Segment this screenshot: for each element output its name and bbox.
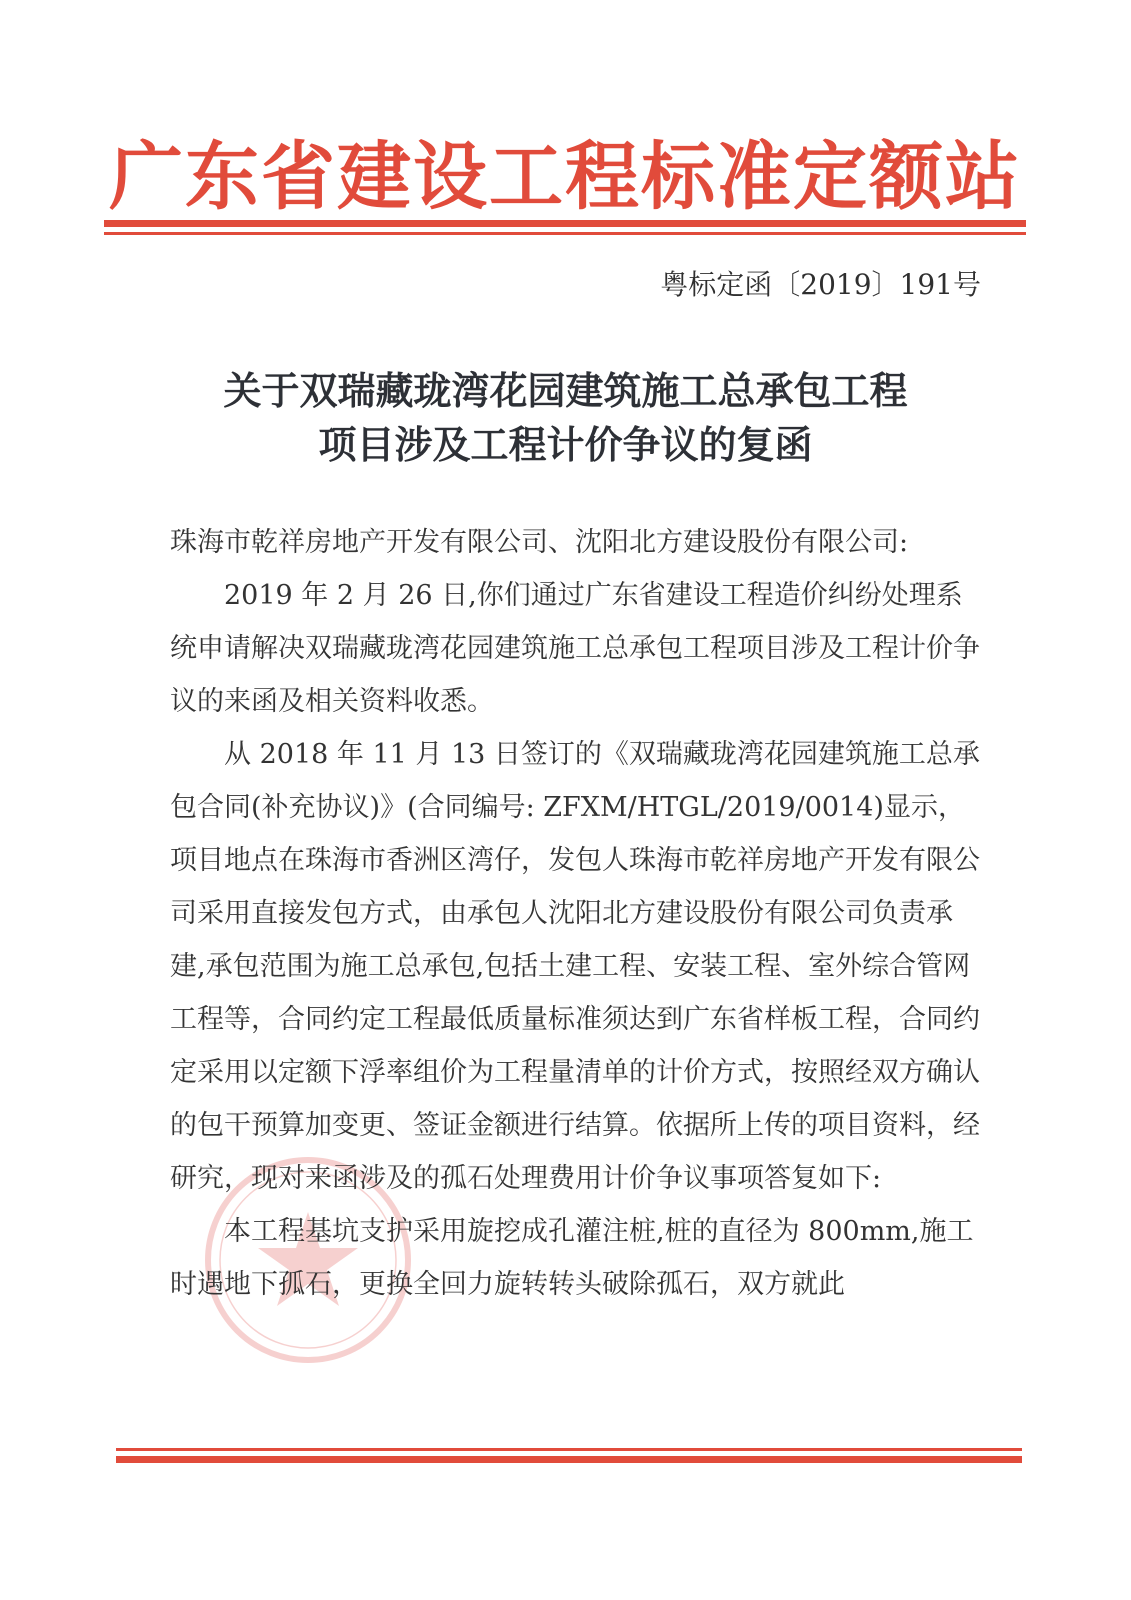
letterhead-organization: 广东省建设工程标准定额站 xyxy=(109,134,1021,220)
salutation: 珠海市乾祥房地产开发有限公司、沈阳北方建设股份有限公司: xyxy=(170,527,909,558)
letterhead-rule-thin xyxy=(104,232,1026,235)
footer-rule-thick xyxy=(116,1456,1022,1463)
paragraph-receipt: 2019 年 2 月 26 日,你们通过广东省建设工程造价纠纷处理系统申请解决双瑞藏珑湾花园建筑施工总承包工程项目涉及工程计价争议的来函及相关资料收悉。 xyxy=(170,580,980,717)
paragraph-dispute-facts: 本工程基坑支护采用旋挖成孔灌注桩,桩的直径为 800mm,施工时遇地下孤石，更换全回力旋转转头破除孤石，双方就此 xyxy=(170,1216,974,1300)
document-title-line2: 项目涉及工程计价争议的复函 xyxy=(318,422,813,467)
footer-rule-thin xyxy=(116,1448,1022,1451)
paragraph-contract-details: 从 2018 年 11 月 13 日签订的《双瑞藏珑湾花园建筑施工总承包合同(补充协议)》(合同编号: ZFXM/HTGL/2019/0014)显示，项目地点在珠海市香洲区湾仔，发包人珠海市乾祥房地产开发有限公司采用直接发包方式，由承包人沈阳北方建设股份有限公司负责承建,承包范围为施工总承包,包括土建工程、安装工程、室外综合管网工程等，合同约定工程最低质量标准须达到广东省样板工程，合同约定采用以定额下浮率组价为工程量清单的计价方式，按照经双方确认的包干预算加变更、签证金额进行结算。依据所上传的项目资料，经研究，现对来函涉及的孤石处理费用计价争议事项答复如下: xyxy=(170,739,980,1194)
letter-body xyxy=(170,516,982,1311)
document-title-line1: 关于双瑞藏珑湾花园建筑施工总承包工程 xyxy=(223,368,908,413)
document-number: 粤标定函〔2019〕191号 xyxy=(660,268,981,301)
letterhead-rule-thick xyxy=(104,220,1026,227)
